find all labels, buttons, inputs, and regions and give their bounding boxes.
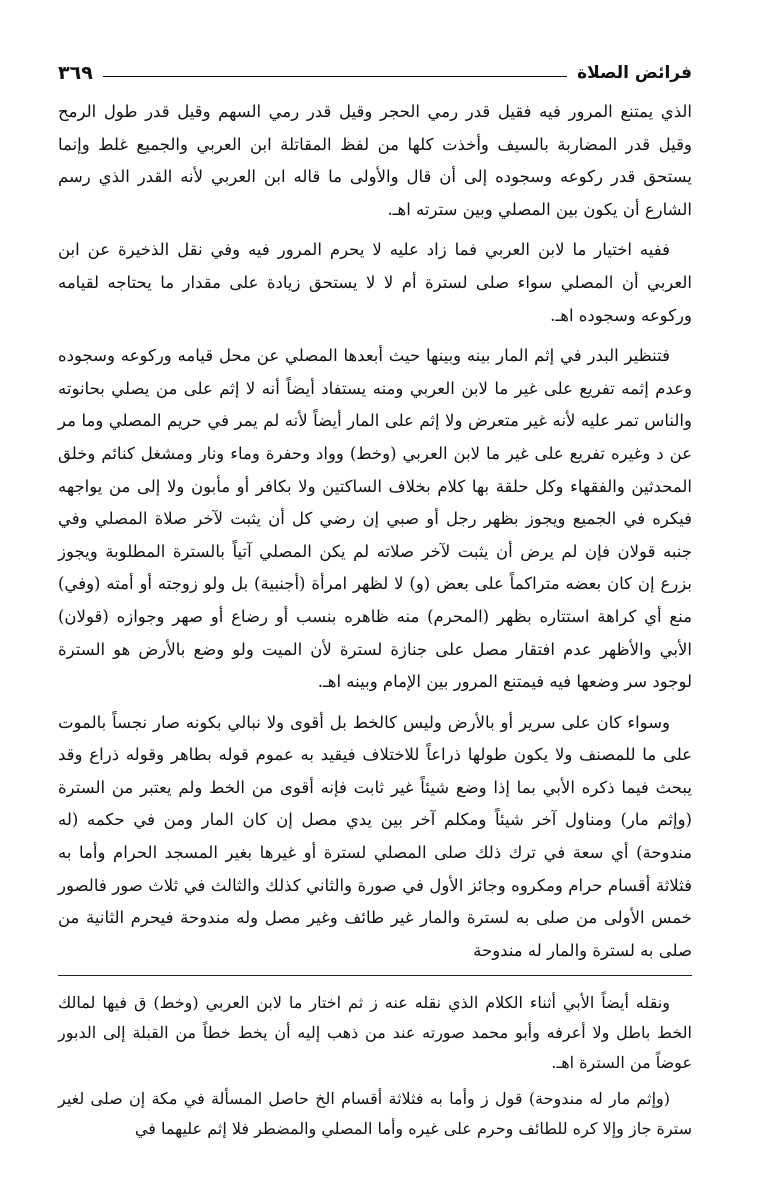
- main-text: [58, 96, 692, 967]
- paragraph: الذي يمتنع المرور فيه فقيل قدر رمي الحجر وقيل قدر رمي السهم وقيل قدر طول الرمح وقيل قدر المضاربة بالسيف وأخذت كلها من لفظ المقاتلة ابن العربي والجميع غلط وإنما يستحق قدر ركوعه وسجوده إلى أن قال والأولى ما قاله ابن العربي لأنه القدر الذي رسم الشارع أن يكون بين المصلي وبين سترته اهـ.: [58, 102, 692, 219]
- footnote-paragraph: ونقله أيضاً الأبي أثناء الكلام الذي نقله عنه ز ثم اختار ما لابن العربي (وخط) ق فيها لمالك الخط باطل ولا أعرفه وأبو محمد صورته عند من ذهب إليه أن يخط خطاً من القبلة إلى الدبور عوضاً من السترة اهـ.: [58, 993, 692, 1073]
- running-header: [58, 58, 692, 88]
- paragraph: فتنظير البدر في إثم المار بينه وبينها حيث أبعدها المصلي عن محل قيامه وركوعه وسجوده وعدم إثمه تفريع على غير ما لابن العربي ومنه يستفاد أيضاً أنه لا إثم على من يصلي بحانوته والناس تمر عليه لأنه غير متعرض ولا إثم على المار أيضاً لأنه لم يمر في حريم المصلي وما مر عن د وغيره تفريع على غير ما لابن العربي (وخط) وواد وحفرة وماء ونار ومشغل كنائم وخلق المحدثين والفقهاء وكل حلقة بها كلام بخلاف الساكتين ولا بكافر أو مأبون ولا إلى من يواجهه فيكره في الجميع ويجوز بظهر رجل أو صبي إن رضي كل أن يثبت لآخر صلاة المصلي وفي جنبه قولان فإن لم يرض أن يثبت لآخر صلاته لم يكن المصلي آتياً بالسترة المطلوبة ويجوز بزرع إن كان بعضه متراكماً على بعض (و) لا لظهر امرأة (أجنبية) بل ولو زوجته أو أمته (وفي) منع أي كراهة استتاره بظهر (المحرم) منه ظاهره بنسب أو رضاع أو صهر وجوازه (قولان) الأبي والأظهر عدم افتقار مصل على جنازة لسترة لأن الميت ولو وضع بالأرض هو السترة لوجود سر وضعها فيه فيمتنع المرور بين الإمام وبينه اهـ.: [58, 346, 692, 692]
- footnote-separator: [58, 975, 692, 976]
- footnote-paragraph: (وإثم مار له مندوحة) قول ز وأما به فثلاثة أقسام الخ حاصل المسألة في مكة إن صلى لغير سترة جاز وإلا كره للطائف وحرم على غيره وأما المصلي والمضطر فلا إثم عليهما في: [58, 1089, 692, 1139]
- footnotes: [58, 988, 692, 1144]
- chapter-title: فرائض الصلاة: [577, 63, 692, 83]
- header-rule: [103, 76, 567, 77]
- paragraph: وسواء كان على سرير أو بالأرض وليس كالخط بل أقوى ولا نبالي بكونه صار نجساً بالموت على ما للمصنف ولا يكون طولها ذراعاً للاختلاف فيقيد به عموم قوله بطاهر وقوله ذراع وقد يبحث فيما ذكره الأبي بما إذا وضع شيئاً غير ثابت فإنه أقوى من الخط ولم يعتبر من السترة (وإثم مار) ومناول آخر شيئاً ومكلم آخر بين يدي مصل إن كان المار ومن في حكمه (له مندوحة) أي سعة في ترك ذلك صلى المصلي لسترة أو غيرها بغير المسجد الحرام وأما به فثلاثة أقسام حرام ومكروه وجائز الأول في صورة والثاني كذلك والثالث في ثلاث صور فالصور خمس الأولى من صلى به لسترة والمار غير طائف وغير مصل وله مندوحة فيحرم الثانية من صلى به لسترة والمار له مندوحة: [58, 712, 692, 960]
- page-number: ٣٦٩: [58, 62, 93, 84]
- paragraph: ففيه اختيار ما لابن العربي فما زاد عليه لا يحرم المرور فيه وفي نقل الذخيرة عن ابن العربي أن المصلي سواء صلى لسترة أم لا لا يستحق زيادة على مقدار ما يحتاجه لقيامه وركوعه وسجوده اهـ.: [58, 240, 692, 325]
- book-page: [58, 58, 692, 1150]
